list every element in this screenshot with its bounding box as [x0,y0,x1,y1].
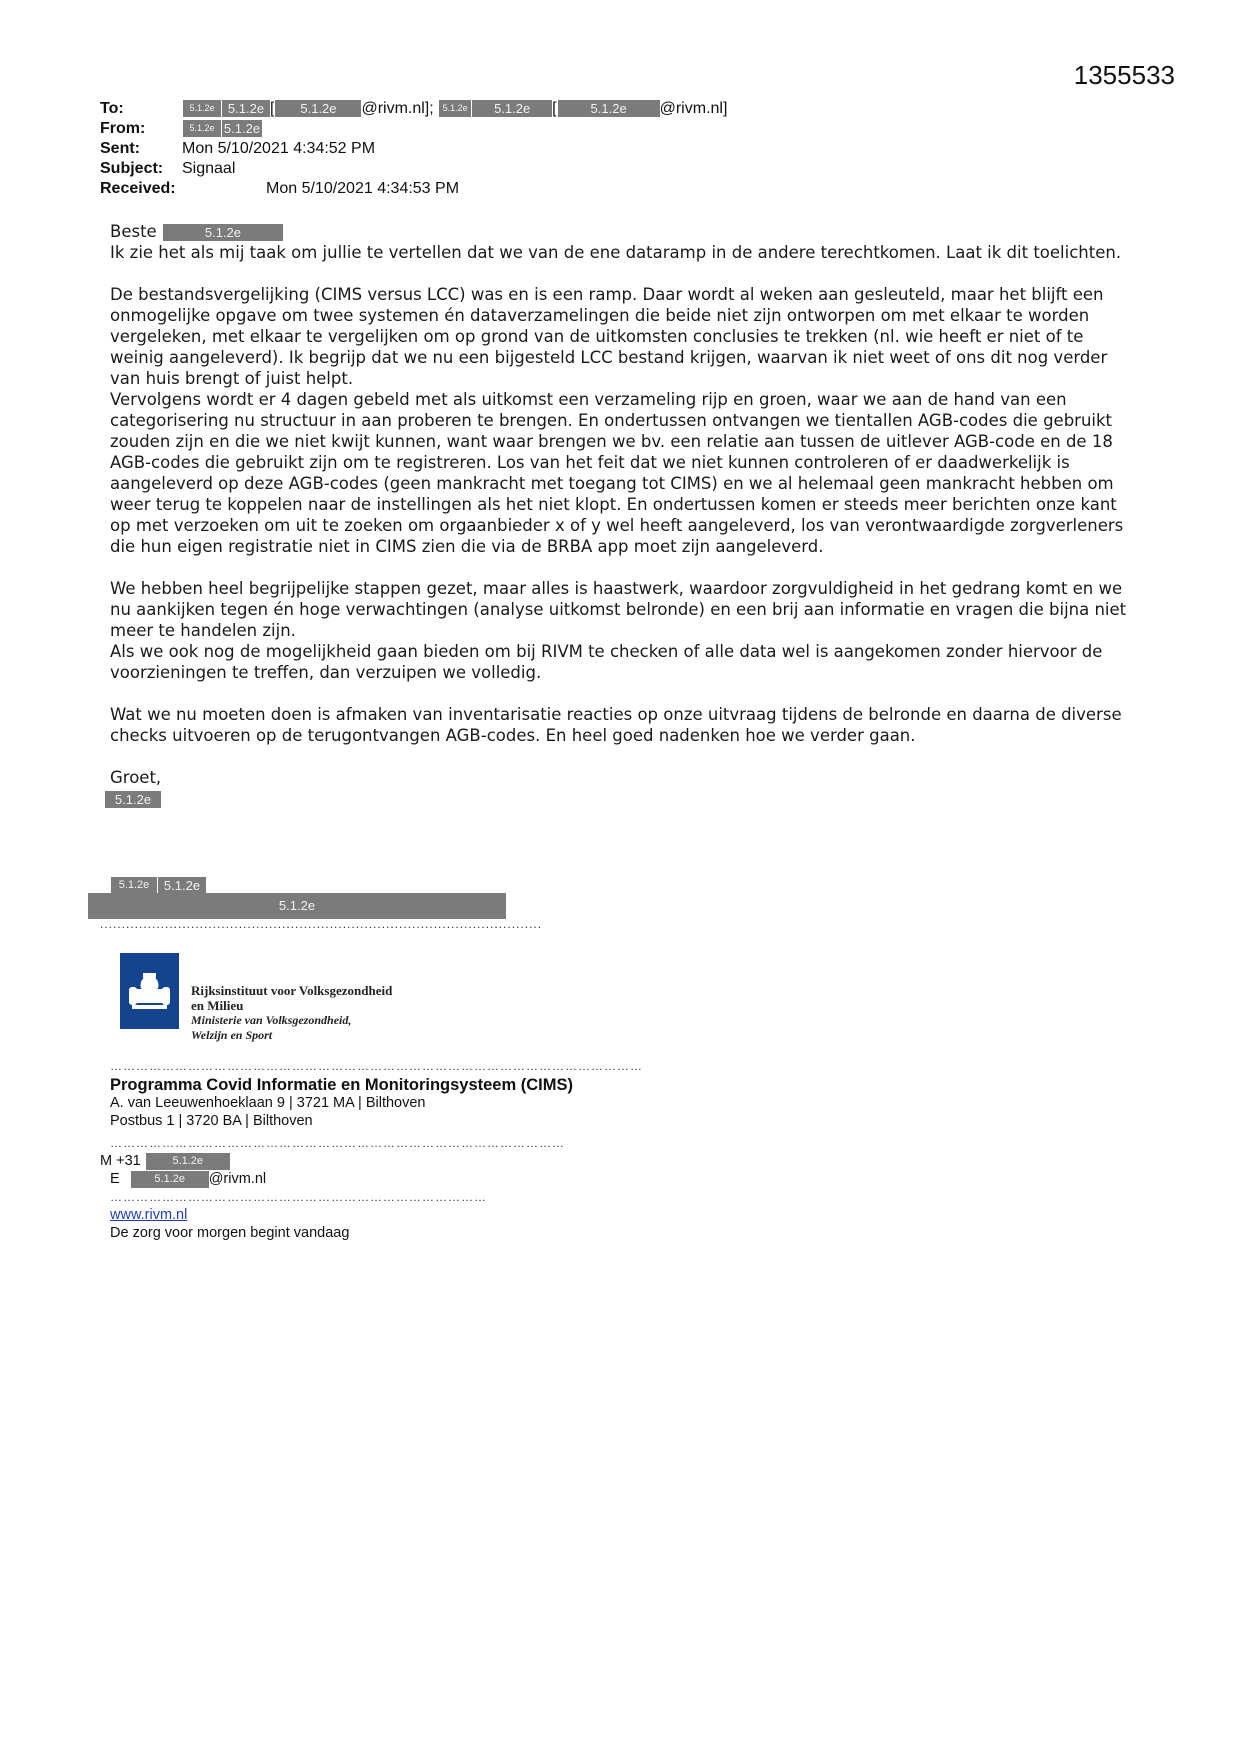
email-line [110,1170,266,1188]
document-id: 1355533 [1073,60,1175,90]
footer [110,1206,349,1242]
org-name-1: Rijksinstituut voor Volksgezondheid [191,983,393,998]
rivm-logo [120,953,392,1043]
sent-label: Sent: [100,140,140,157]
divider: ...................................................................................................... [100,917,543,931]
mobile-prefix: M +31 [100,1153,141,1169]
ministry-name-2: Welzijn en Sport [191,1028,273,1042]
email-domain: @rivm.nl [208,1171,267,1187]
address-line-2: Postbus 1 | 3720 BA | Bilthoven [110,1113,313,1129]
received-value: Mon 5/10/2021 4:34:53 PM [266,180,460,197]
divider: …………………………………………………………………………… [110,1190,487,1204]
redaction-block: 5.1.2e [157,877,206,894]
redaction-block: 5.1.2e [557,100,660,117]
redaction-block: 5.1.2e [88,893,506,919]
redaction-block: 5.1.2e [438,100,471,117]
closing: Groet, [110,768,162,787]
divider: …………………………………………………………………………………………… [110,1136,565,1150]
paragraph-1: Ik zie het als mij taak om jullie te vertellen dat we van de ene dataramp in de andere terechtkomen. Laat ik dit toelichten. [110,243,1122,262]
received-label: Received: [100,180,176,197]
redaction-block: 5.1.2e [104,791,161,808]
email-body [110,221,1130,809]
ministry-name-1: Ministerie van Volksgezondheid, [191,1013,352,1027]
redaction-block: 5.1.2e [182,100,221,117]
subject-value: Signaal [182,160,236,177]
subject-label: Subject: [100,160,164,177]
address-line-1: A. van Leeuwenhoeklaan 9 | 3721 MA | Bilthoven [110,1095,426,1111]
divider: …………………………………………………………………………………………………………… [110,1059,643,1073]
redaction-block: 5.1.2e [274,100,361,117]
greeting-line [110,221,1130,242]
redaction-block: 5.1.2e [162,224,283,241]
redaction-block: 5.1.2e [182,120,221,137]
paragraph-3: Vervolgens wordt er 4 dagen gebeld met als uitkomst een verzameling rijp en groen, waar we aan de hand van een categorisering nu structuur in aan proberen te brengen. En ondertussen ontvangen we tientallen AGB-codes die gebruikt zouden zijn en die we niet kwijt kunnen, want waar brengen we bv. een relatie aan tussen de uitlever AGB-code en de 18 AGB-codes die gebruikt zijn om te registreren. Los van het feit dat we niet kunnen controleren of er daadwerkelijk is aangeleverd op deze AGB-codes (geen mankracht met toegang tot CIMS) en we al helemaal geen mankracht hebben om weer terug te koppelen naar de instellingen als het niet klopt. En ondertussen komen er steeds meer berichten onze kant op met verzoeken om uit te zoeken om orgaanbieder x of y wel heeft aangeleverd, los van verontwaardigde zorgverleners die hun eigen registratie niet in CIMS zien die via de BRBA app moet zijn aangeleverd. [110,390,1124,556]
greeting: Beste [110,222,157,241]
website-link[interactable]: www.rivm.nl [110,1207,188,1223]
redaction-block: 5.1.2e [145,1153,230,1170]
to-label: To: [100,100,124,117]
bracket: [ [270,100,275,117]
redaction-block: 5.1.2e [471,100,552,117]
bracket: [ [552,100,557,117]
sent-value: Mon 5/10/2021 4:34:52 PM [182,140,376,157]
paragraph-6: Wat we nu moeten doen is afmaken van inventarisatie reacties op onze uitvraag tijdens de belronde en daarna de diverse checks uitvoeren op de terugontvangen AGB-codes. En heel goed nadenken hoe we verder gaan. [110,705,1122,745]
paragraph-2: De bestandsvergelijking (CIMS versus LCC) was en is een ramp. Daar wordt al weken aan gesleuteld, maar het blijft een onmogelijke opgave om twee systemen én dataverzamelingen die beide niet zijn ontworpen om met elkaar te worden vergeleken, met elkaar te vergelijken om op grond van de uitkomsten conclusies te trekken (nl. wie heeft er niet of te weinig aangeleverd). Ik begrijp dat we nu een bijgesteld LCC bestand krijgen, waarvan ik niet weet of ons dit nog verder van huis brengt of juist helpt. [110,285,1108,388]
crest-icon [120,953,179,1029]
from-label: From: [100,120,146,137]
paragraph-4: We hebben heel begrijpelijke stappen gezet, maar alles is haastwerk, waardoor zorgvuldigheid in het gedrang komt en we nu aankijken tegen én hoge verwachtingen (analyse uitkomst belronde) en een brij aan informatie en vragen die bijna niet meer te handelen zijn. [110,579,1127,640]
to-domain: @rivm.nl] [659,100,728,117]
redaction-block: 5.1.2e [130,1171,209,1188]
email-prefix: E [110,1171,120,1187]
org-name-2: en Milieu [191,998,244,1013]
program-name: Programma Covid Informatie en Monitoringsysteem (CIMS) [110,1076,573,1094]
tagline: De zorg voor morgen begint vandaag [110,1225,350,1241]
redaction-block: 5.1.2e [221,100,270,117]
redaction-block: 5.1.2e [221,120,262,137]
redaction-block: 5.1.2e [110,877,157,894]
to-domain: @rivm.nl]; [361,100,434,117]
signature-redactions [110,877,206,894]
phone-line [100,1152,230,1170]
contact-block [110,1076,573,1130]
paragraph-5: Als we ook nog de mogelijkheid gaan bieden om bij RIVM te checken of alle data wel is aangekomen zonder hiervoor de voorzieningen te treffen, dan verzuipen we volledig. [110,642,1103,682]
